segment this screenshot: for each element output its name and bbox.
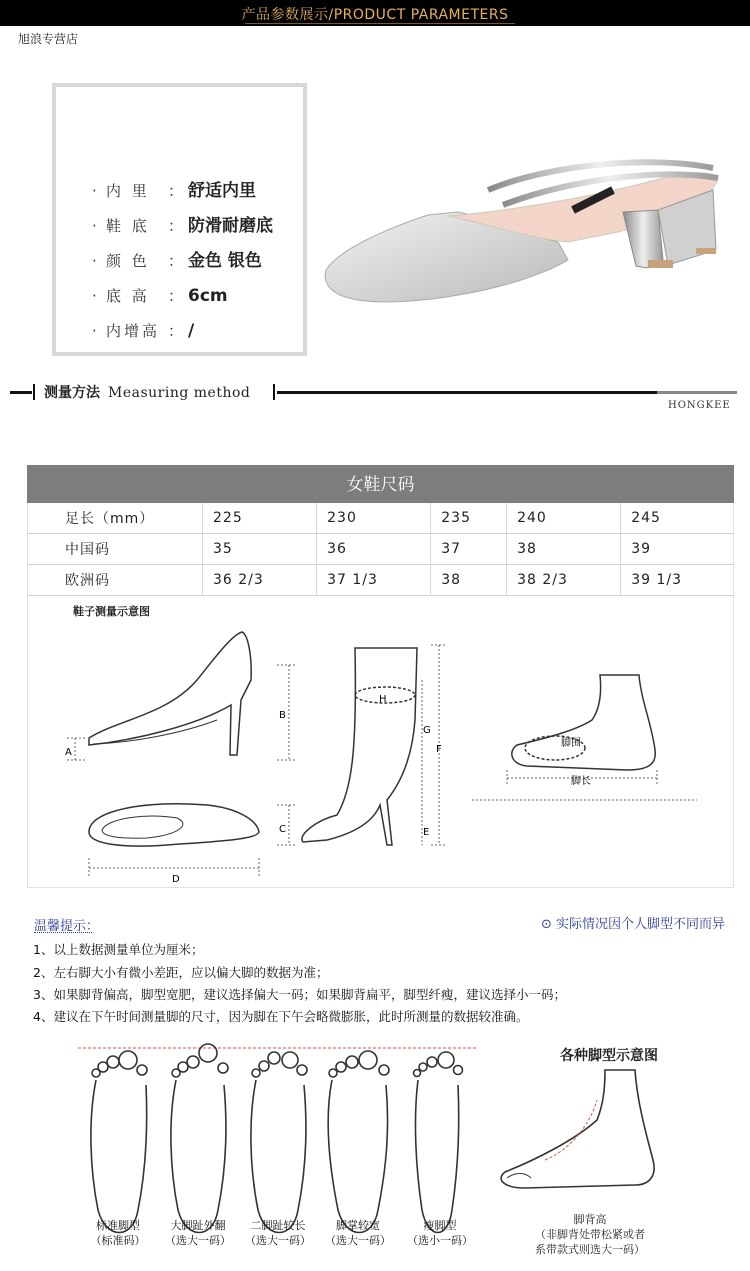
foot-outline-icon <box>171 1044 228 1233</box>
spec-value: 舒适内里 <box>188 181 256 201</box>
measuring-title-cn: 测量方法 <box>44 385 100 401</box>
foot-type-label <box>78 1218 158 1248</box>
spec-value: 金色 银色 <box>188 251 262 271</box>
table-row <box>27 565 734 596</box>
high-arch-foot-icon <box>485 1060 695 1210</box>
table-cell: 39 1/3 <box>621 565 734 596</box>
spec-row: · 鞋 底 ： 防滑耐磨底 <box>92 216 273 236</box>
table-row <box>27 503 734 534</box>
spec-row: · 颜 色 ： 金色 银色 <box>92 251 262 271</box>
table-cell: 39 <box>621 534 734 565</box>
foot-outline-icon <box>91 1051 147 1233</box>
pump-side-icon <box>89 632 251 755</box>
table-cell: 245 <box>621 503 734 534</box>
foot-type-name: 二脚趾较长 <box>250 1219 306 1232</box>
foot-type-label <box>238 1218 318 1248</box>
table-cell: 230 <box>317 503 431 534</box>
foot-type-label <box>400 1218 480 1248</box>
brand-label: HONGKEE <box>668 400 731 411</box>
table-row <box>27 534 734 565</box>
table-cell: 38 2/3 <box>507 565 621 596</box>
table-cell: 38 <box>431 565 507 596</box>
foot-outline-icon <box>414 1052 463 1233</box>
tip-item: 3、如果脚背偏高，脚型宽肥，建议选择偏大一码；如果脚背扁平，脚型纤瘦，建议选择小一码； <box>33 987 566 1002</box>
foot-type-advice: （选大一码） <box>245 1234 311 1247</box>
row-label: 足长（mm） <box>27 503 203 534</box>
size-table <box>27 503 734 596</box>
spec-label: 底 高 <box>106 287 150 305</box>
tips-title <box>34 915 99 934</box>
arch-advice-2: 系带款式则选大一码） <box>535 1243 645 1256</box>
foot-type-name: 大脚趾外翻 <box>170 1219 226 1232</box>
spec-row: · 底 高 ： 6cm <box>92 286 228 306</box>
foot-type-advice: （选大一码） <box>325 1234 391 1247</box>
size-chart-title: 女鞋尺码 <box>27 465 734 503</box>
tips-note <box>541 913 725 932</box>
store-name: 旭浪专营店 <box>18 32 79 46</box>
foot-type-advice: （标准码） <box>90 1234 146 1247</box>
spec-label: 鞋 底 <box>106 217 150 235</box>
tips-title-text: 温馨提示： <box>34 919 100 934</box>
product-shoe-image <box>318 150 748 310</box>
foot-types-title: 各种脚型示意图 <box>560 1048 658 1064</box>
foot-side-icon <box>512 675 655 770</box>
foot-length-label: 脚长 <box>571 776 591 787</box>
foot-type-name: 标准脚型 <box>96 1219 140 1232</box>
tip-item: 1、以上数据测量单位为厘米； <box>33 942 204 957</box>
spec-value: / <box>188 321 195 341</box>
diagram-letter: E <box>423 827 430 838</box>
table-cell: 37 <box>431 534 507 565</box>
table-cell: 36 2/3 <box>203 565 317 596</box>
foot-type-advice: （选大一码） <box>165 1234 231 1247</box>
title-underline <box>245 23 515 24</box>
spec-value: 防滑耐磨底 <box>188 216 273 236</box>
foot-outline-icon <box>251 1052 307 1233</box>
measurement-diagrams <box>27 620 734 888</box>
spec-box <box>52 83 307 356</box>
foot-type-label <box>158 1218 238 1248</box>
diagram-letter: A <box>65 747 72 758</box>
table-cell: 36 <box>317 534 431 565</box>
high-arch-label <box>515 1212 665 1257</box>
row-label: 欧洲码 <box>27 565 203 596</box>
foot-type-label <box>318 1218 398 1248</box>
spec-row: · 内增高 ： / <box>92 321 195 341</box>
spec-label: 内增高 <box>106 322 161 340</box>
page-title: 产品参数展示/PRODUCT PARAMETERS <box>241 7 509 23</box>
tip-item: 4、建议在下午时间测量脚的尺寸，因为脚在下午会略微膨胀，此时所测量的数据较准确。 <box>33 1009 529 1024</box>
tips-note-text: 实际情况因个人脚型不同而异 <box>556 917 726 932</box>
spec-label: 内 里 <box>106 182 150 200</box>
pump-top-icon <box>89 804 259 846</box>
foot-type-name: 脚掌较宽 <box>336 1219 380 1232</box>
measuring-heading <box>44 382 250 402</box>
diagram-letter: D <box>172 874 180 885</box>
table-cell: 240 <box>507 503 621 534</box>
row-label: 中国码 <box>27 534 203 565</box>
table-cell: 38 <box>507 534 621 565</box>
table-cell: 235 <box>431 503 507 534</box>
spec-value: 6cm <box>188 286 228 306</box>
spec-label: 颜 色 <box>106 252 150 270</box>
foot-outline-icon <box>328 1051 389 1233</box>
table-cell: 37 1/3 <box>317 565 431 596</box>
table-cell: 35 <box>203 534 317 565</box>
diagram-letter: G <box>423 725 431 736</box>
diagram-letter: H <box>379 694 387 705</box>
spec-row: · 内 里 ： 舒适内里 <box>92 181 256 201</box>
diagram-letter: F <box>436 744 442 755</box>
diagram-letter: C <box>279 824 286 835</box>
diagram-letter: B <box>279 710 286 721</box>
arch-advice-1: （非脚背处带松紧或者 <box>535 1228 645 1241</box>
tip-item: 2、左右脚大小有微小差距，应以偏大脚的数据为准； <box>33 965 329 980</box>
arch-name: 脚背高 <box>573 1213 607 1226</box>
diagram-title: 鞋子测量示意图 <box>73 605 150 618</box>
foot-type-name: 瘦脚型 <box>423 1219 457 1232</box>
boot-icon <box>302 648 417 845</box>
play-circle-icon: ⊙ <box>541 917 557 932</box>
foot-type-advice: （选小一码） <box>407 1234 473 1247</box>
measuring-title-en: Measuring method <box>108 385 251 401</box>
table-cell: 225 <box>203 503 317 534</box>
page-header-bar <box>0 0 750 26</box>
foot-girth-label: 脚围 <box>561 738 581 749</box>
